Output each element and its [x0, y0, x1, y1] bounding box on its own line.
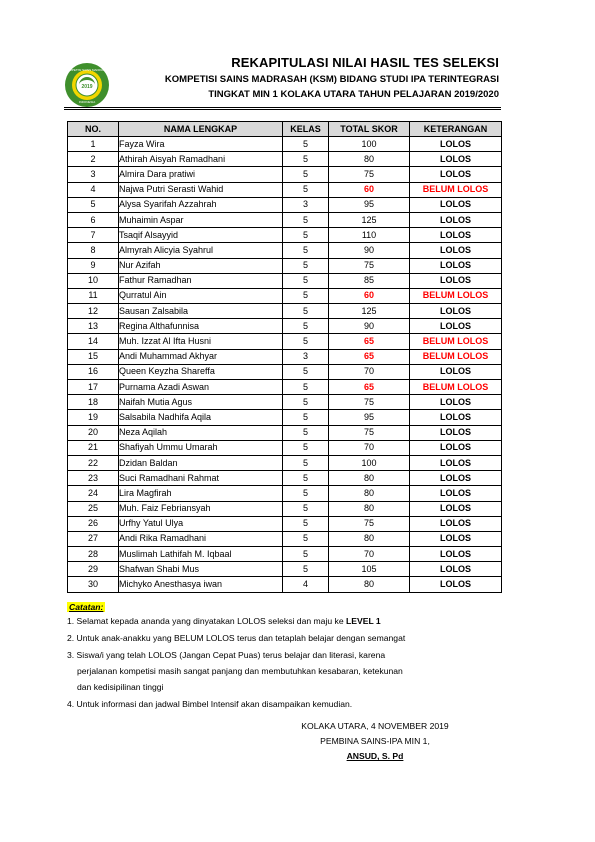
table-row	[68, 562, 502, 577]
notes-section	[67, 602, 507, 716]
row-skor: 90	[329, 243, 410, 258]
row-keterangan: LOLOS	[410, 471, 502, 486]
row-nama: Michyko Anesthasya iwan	[119, 577, 283, 592]
row-keterangan: LOLOS	[410, 243, 502, 258]
row-kelas: 5	[283, 167, 329, 182]
row-no: 8	[68, 243, 119, 258]
row-no: 18	[68, 395, 119, 410]
row-nama: Purnama Azadi Aswan	[119, 380, 283, 395]
table-row	[68, 334, 502, 349]
row-skor: 95	[329, 197, 410, 212]
row-skor: 80	[329, 152, 410, 167]
row-nama: Alysa Syarifah Azzahrah	[119, 197, 283, 212]
row-kelas: 5	[283, 152, 329, 167]
row-skor: 70	[329, 547, 410, 562]
header-keterangan: KETERANGAN	[410, 122, 502, 137]
row-keterangan: LOLOS	[410, 410, 502, 425]
ksm-logo	[64, 62, 110, 108]
row-skor: 60	[329, 288, 410, 303]
row-keterangan: BELUM LOLOS	[410, 288, 502, 303]
row-nama: Qurratul Ain	[119, 288, 283, 303]
table-row	[68, 167, 502, 182]
row-nama: Almira Dara pratiwi	[119, 167, 283, 182]
table-row	[68, 243, 502, 258]
row-nama: Shafiyah Ummu Umarah	[119, 440, 283, 455]
row-skor: 65	[329, 380, 410, 395]
row-nama: Najwa Putri Serasti Wahid	[119, 182, 283, 197]
row-keterangan: LOLOS	[410, 486, 502, 501]
row-keterangan: LOLOS	[410, 364, 502, 379]
signature-role: PEMBINA SAINS-IPA MIN 1,	[320, 736, 430, 746]
row-no: 10	[68, 273, 119, 288]
row-no: 20	[68, 425, 119, 440]
table-row	[68, 273, 502, 288]
row-no: 29	[68, 562, 119, 577]
note-3	[67, 650, 507, 693]
row-keterangan: LOLOS	[410, 228, 502, 243]
row-skor: 65	[329, 334, 410, 349]
header-divider	[64, 107, 501, 108]
table-row	[68, 137, 502, 152]
row-skor: 80	[329, 486, 410, 501]
row-skor: 105	[329, 562, 410, 577]
row-no: 12	[68, 304, 119, 319]
row-nama: Fathur Ramadhan	[119, 273, 283, 288]
row-kelas: 5	[283, 334, 329, 349]
row-no: 22	[68, 455, 119, 470]
row-skor: 95	[329, 410, 410, 425]
row-skor: 70	[329, 364, 410, 379]
row-kelas: 5	[283, 501, 329, 516]
row-nama: Dzidan Baldan	[119, 455, 283, 470]
row-skor: 75	[329, 395, 410, 410]
row-nama: Nur Azifah	[119, 258, 283, 273]
row-nama: Muh. Faiz Febriansyah	[119, 501, 283, 516]
row-skor: 65	[329, 349, 410, 364]
row-kelas: 5	[283, 182, 329, 197]
row-nama: Urfhy Yatul Ulya	[119, 516, 283, 531]
signature-name: ANSUD, S. Pd	[346, 751, 404, 761]
row-no: 13	[68, 319, 119, 334]
results-table	[67, 121, 502, 593]
row-keterangan: BELUM LOLOS	[410, 334, 502, 349]
row-keterangan: LOLOS	[410, 152, 502, 167]
row-no: 6	[68, 212, 119, 227]
row-skor: 125	[329, 212, 410, 227]
row-no: 19	[68, 410, 119, 425]
row-no: 25	[68, 501, 119, 516]
note-2: 2. Untuk anak-anakku yang BELUM LOLOS terus dan tetaplah belajar dengan semangat	[67, 633, 406, 643]
row-keterangan: LOLOS	[410, 425, 502, 440]
row-kelas: 5	[283, 410, 329, 425]
row-nama: Neza Aqilah	[119, 425, 283, 440]
table-header-row	[68, 122, 502, 137]
signature-block	[290, 721, 460, 766]
table-row	[68, 395, 502, 410]
table-row	[68, 425, 502, 440]
svg-text:2019: 2019	[81, 84, 93, 90]
row-no: 27	[68, 531, 119, 546]
row-no: 9	[68, 258, 119, 273]
row-skor: 60	[329, 182, 410, 197]
row-keterangan: BELUM LOLOS	[410, 380, 502, 395]
row-skor: 110	[329, 228, 410, 243]
row-no: 4	[68, 182, 119, 197]
row-nama: Fayza Wira	[119, 137, 283, 152]
row-keterangan: LOLOS	[410, 304, 502, 319]
row-no: 14	[68, 334, 119, 349]
row-nama: Sausan Zalsabila	[119, 304, 283, 319]
note-3-line-1: 3. Siswa/i yang telah LOLOS (Jangan Cepat Puas) terus belajar dan literasi, karena	[67, 650, 386, 660]
row-no: 3	[68, 167, 119, 182]
table-row	[68, 197, 502, 212]
row-kelas: 5	[283, 380, 329, 395]
row-no: 30	[68, 577, 119, 592]
row-kelas: 5	[283, 137, 329, 152]
row-nama: Suci Ramadhani Rahmat	[119, 471, 283, 486]
row-keterangan: LOLOS	[410, 547, 502, 562]
row-kelas: 5	[283, 486, 329, 501]
document-title: REKAPITULASI NILAI HASIL TES SELEKSI	[231, 55, 499, 70]
table-row	[68, 531, 502, 546]
row-skor: 90	[329, 319, 410, 334]
row-nama: Muhaimin Aspar	[119, 212, 283, 227]
row-skor: 75	[329, 258, 410, 273]
note-1-bold: LEVEL 1	[346, 616, 381, 626]
table-row	[68, 212, 502, 227]
row-no: 2	[68, 152, 119, 167]
row-no: 1	[68, 137, 119, 152]
table-row	[68, 455, 502, 470]
row-no: 11	[68, 288, 119, 303]
table-row	[68, 440, 502, 455]
note-3-line-3: dan kedisipilinan tinggi	[77, 682, 164, 692]
table-row	[68, 486, 502, 501]
row-keterangan: LOLOS	[410, 455, 502, 470]
row-kelas: 5	[283, 212, 329, 227]
row-kelas: 5	[283, 228, 329, 243]
row-keterangan: LOLOS	[410, 197, 502, 212]
table-row	[68, 228, 502, 243]
row-nama: Regina Althafunnisa	[119, 319, 283, 334]
row-kelas: 5	[283, 440, 329, 455]
row-kelas: 5	[283, 471, 329, 486]
row-no: 21	[68, 440, 119, 455]
row-keterangan: BELUM LOLOS	[410, 182, 502, 197]
table-row	[68, 471, 502, 486]
row-keterangan: LOLOS	[410, 258, 502, 273]
row-keterangan: LOLOS	[410, 531, 502, 546]
header-nama: NAMA LENGKAP	[119, 122, 283, 137]
row-skor: 75	[329, 167, 410, 182]
document-subtitle-1: KOMPETISI SAINS MADRASAH (KSM) BIDANG STUDI IPA TERINTEGRASI	[164, 74, 499, 85]
table-row	[68, 304, 502, 319]
row-kelas: 5	[283, 562, 329, 577]
table-row	[68, 288, 502, 303]
row-kelas: 5	[283, 243, 329, 258]
table-row	[68, 516, 502, 531]
notes-title: Catatan:	[69, 602, 104, 612]
row-kelas: 5	[283, 547, 329, 562]
table-row	[68, 152, 502, 167]
row-keterangan: LOLOS	[410, 577, 502, 592]
row-skor: 75	[329, 516, 410, 531]
table-row	[68, 258, 502, 273]
row-keterangan: LOLOS	[410, 516, 502, 531]
row-kelas: 3	[283, 197, 329, 212]
row-kelas: 5	[283, 273, 329, 288]
row-nama: Athirah Aisyah Ramadhani	[119, 152, 283, 167]
row-kelas: 5	[283, 304, 329, 319]
row-skor: 80	[329, 577, 410, 592]
row-keterangan: LOLOS	[410, 167, 502, 182]
note-3-line-2: perjalanan kompetisi masih sangat panjang dan membutuhkan kesabaran, ketekunan	[77, 666, 403, 676]
row-nama: Shafwan Shabi Mus	[119, 562, 283, 577]
row-kelas: 5	[283, 395, 329, 410]
row-nama: Salsabila Nadhifa Aqila	[119, 410, 283, 425]
signature-place-date: KOLAKA UTARA, 4 NOVEMBER 2019	[301, 721, 449, 731]
header-skor: TOTAL SKOR	[329, 122, 410, 137]
row-keterangan: LOLOS	[410, 562, 502, 577]
row-nama: Almyrah Alicyia Syahrul	[119, 243, 283, 258]
row-skor: 100	[329, 455, 410, 470]
row-nama: Andi Rika Ramadhani	[119, 531, 283, 546]
row-keterangan: LOLOS	[410, 501, 502, 516]
row-kelas: 5	[283, 455, 329, 470]
row-kelas: 5	[283, 288, 329, 303]
header-kelas: KELAS	[283, 122, 329, 137]
row-no: 26	[68, 516, 119, 531]
row-no: 7	[68, 228, 119, 243]
document-subtitle-2: TINGKAT MIN 1 KOLAKA UTARA TAHUN PELAJARAN 2019/2020	[208, 89, 499, 100]
row-no: 24	[68, 486, 119, 501]
row-keterangan: LOLOS	[410, 212, 502, 227]
row-kelas: 5	[283, 516, 329, 531]
table-row	[68, 182, 502, 197]
row-kelas: 5	[283, 364, 329, 379]
row-skor: 70	[329, 440, 410, 455]
row-keterangan: LOLOS	[410, 273, 502, 288]
row-nama: Muslimah Lathifah M. Iqbaal	[119, 547, 283, 562]
row-skor: 100	[329, 137, 410, 152]
row-kelas: 5	[283, 531, 329, 546]
row-kelas: 4	[283, 577, 329, 592]
row-nama: Tsaqif Alsayyid	[119, 228, 283, 243]
row-keterangan: LOLOS	[410, 440, 502, 455]
svg-text:KOMPETISI SAINS MADRASAH: KOMPETISI SAINS MADRASAH	[64, 68, 110, 72]
row-nama: Andi Muhammad Akhyar	[119, 349, 283, 364]
row-keterangan: BELUM LOLOS	[410, 349, 502, 364]
table-row	[68, 577, 502, 592]
row-skor: 80	[329, 501, 410, 516]
row-keterangan: LOLOS	[410, 319, 502, 334]
row-nama: Muh. Izzat Al Ifta Husni	[119, 334, 283, 349]
row-keterangan: LOLOS	[410, 395, 502, 410]
note-4: 4. Untuk informasi dan jadwal Bimbel Intensif akan disampaikan kemudian.	[67, 699, 353, 709]
table-row	[68, 319, 502, 334]
table-row	[68, 547, 502, 562]
row-no: 15	[68, 349, 119, 364]
row-no: 23	[68, 471, 119, 486]
row-no: 16	[68, 364, 119, 379]
row-skor: 75	[329, 425, 410, 440]
table-row	[68, 501, 502, 516]
row-no: 17	[68, 380, 119, 395]
row-skor: 80	[329, 531, 410, 546]
row-skor: 125	[329, 304, 410, 319]
row-kelas: 3	[283, 349, 329, 364]
table-row	[68, 410, 502, 425]
note-1	[67, 616, 507, 627]
note-1-text: 1. Selamat kepada ananda yang dinyatakan LOLOS seleksi dan maju ke	[67, 616, 346, 626]
row-no: 5	[68, 197, 119, 212]
row-skor: 80	[329, 471, 410, 486]
row-kelas: 5	[283, 425, 329, 440]
table-row	[68, 380, 502, 395]
row-nama: Lira Magfirah	[119, 486, 283, 501]
svg-text:INDONESIA: INDONESIA	[78, 100, 96, 104]
row-nama: Naifah Mutia Agus	[119, 395, 283, 410]
header-no: NO.	[68, 122, 119, 137]
row-kelas: 5	[283, 319, 329, 334]
table-row	[68, 364, 502, 379]
row-skor: 85	[329, 273, 410, 288]
document-header	[165, 55, 499, 104]
row-keterangan: LOLOS	[410, 137, 502, 152]
row-nama: Queen Keyzha Shareffa	[119, 364, 283, 379]
row-kelas: 5	[283, 258, 329, 273]
row-no: 28	[68, 547, 119, 562]
header-divider-2	[64, 109, 501, 110]
table-row	[68, 349, 502, 364]
